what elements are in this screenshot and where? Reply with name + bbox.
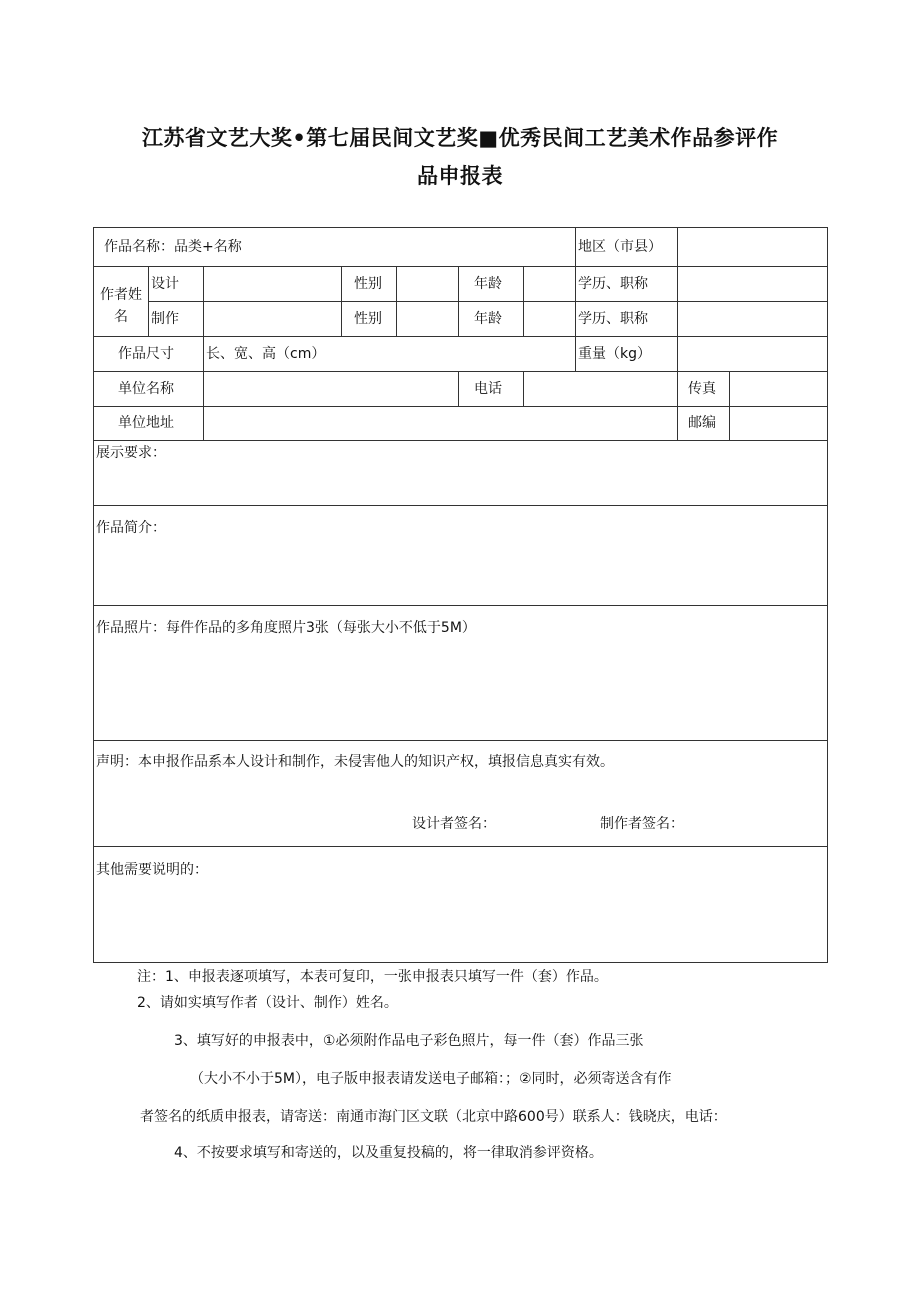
- label-education-title: 学历、职称: [578, 276, 648, 292]
- label-postcode: 邮编: [688, 415, 716, 431]
- page-title: 江苏省文艺大奖•第七届民间文艺奖■优秀民间工艺美术作品参评作: [141, 126, 779, 150]
- label-age: 年龄: [474, 276, 502, 292]
- label-work-intro: 作品简介：: [96, 520, 166, 536]
- label-other-notes: 其他需要说明的：: [96, 862, 208, 878]
- note-3-address: 者签名的纸质申报表，请寄送：南通市海门区文联（北京中路600号）联系人：钱晓庆，电话：: [140, 1109, 727, 1125]
- label-design: 设计: [151, 276, 179, 292]
- label-production: 制作: [151, 311, 179, 327]
- label-education-title: 学历、职称: [578, 311, 648, 327]
- label-age: 年龄: [474, 311, 502, 327]
- label-phone: 电话: [474, 381, 502, 397]
- label-weight: 重量（kg）: [578, 346, 651, 362]
- note-4: 4、不按要求填写和寄送的，以及重复投稿的，将一律取消参评资格。: [174, 1145, 603, 1161]
- page-title-line2: 品申报表: [417, 164, 503, 188]
- label-fax: 传真: [688, 381, 716, 397]
- note-3: 3、填写好的申报表中，①必须附作品电子彩色照片，每一件（套）作品三张: [174, 1033, 644, 1049]
- label-work-photos: 作品照片：每件作品的多角度照片3张（每张大小不低于5M）: [96, 620, 476, 636]
- label-work-name: 作品名称：品类+名称: [104, 239, 242, 255]
- label-gender: 性别: [354, 311, 382, 327]
- label-display-requirements: 展示要求：: [96, 445, 166, 461]
- declaration-text: 声明：本申报作品系本人设计和制作，未侵害他人的知识产权，填报信息真实有效。: [96, 754, 614, 770]
- label-gender: 性别: [354, 276, 382, 292]
- label-designer-signature: 设计者签名：: [412, 816, 496, 832]
- label-author-name: 作者姓名: [100, 287, 142, 325]
- label-maker-signature: 制作者签名：: [600, 816, 684, 832]
- label-region: 地区（市县）: [578, 239, 662, 255]
- label-size: 作品尺寸: [118, 346, 174, 362]
- note-2: 2、请如实填写作者（设计、制作）姓名。: [137, 995, 398, 1011]
- label-unit-name: 单位名称: [118, 381, 174, 397]
- note-1: 注：1、申报表逐项填写，本表可复印，一张申报表只填写一件（套）作品。: [137, 969, 608, 985]
- size-hint: 长、宽、高（cm）: [206, 346, 326, 362]
- label-unit-address: 单位地址: [118, 415, 174, 431]
- note-3-continued: （大小不小于5M），电子版申报表请发送电子邮箱：；②同时，必须寄送含有作: [190, 1071, 672, 1087]
